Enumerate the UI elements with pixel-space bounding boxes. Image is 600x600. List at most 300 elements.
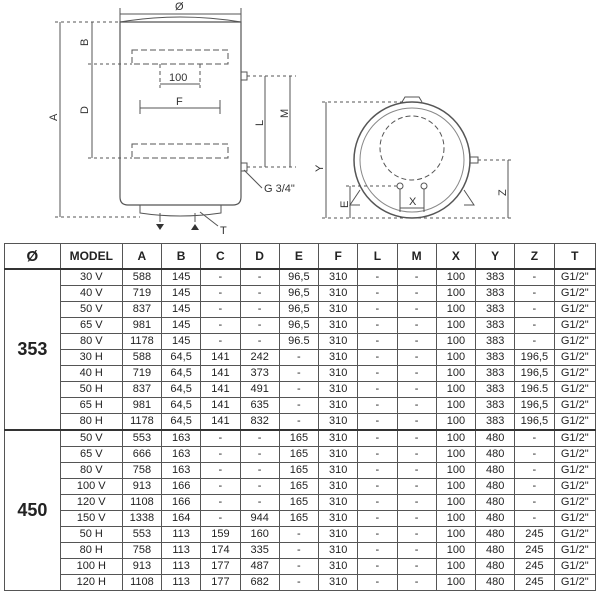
table-row — [5, 318, 596, 334]
table-cell: 480 — [476, 447, 515, 463]
table-cell: - — [515, 447, 554, 463]
table-cell: - — [240, 269, 279, 286]
table-cell: - — [201, 479, 240, 495]
table-cell: G1/2" — [554, 350, 595, 366]
table-cell: - — [279, 575, 318, 591]
table-cell: 480 — [476, 430, 515, 447]
table-row — [5, 302, 596, 318]
table-cell: 588 — [122, 350, 161, 366]
side-view — [322, 97, 512, 218]
column-header-a: A — [122, 244, 161, 270]
table-cell: - — [515, 302, 554, 318]
table-cell: 160 — [240, 527, 279, 543]
table-cell: 588 — [122, 269, 161, 286]
table-cell: 1178 — [122, 334, 161, 350]
table-cell: - — [240, 302, 279, 318]
pipe-right — [421, 183, 427, 189]
table-cell: 100 — [436, 543, 475, 559]
column-header-f: F — [319, 244, 358, 270]
table-cell: 100 — [436, 398, 475, 414]
table-cell: 159 — [201, 527, 240, 543]
table-cell: 944 — [240, 511, 279, 527]
table-cell: 100 — [436, 527, 475, 543]
table-cell: 163 — [162, 447, 201, 463]
upper-element-dashed — [132, 50, 228, 64]
table-cell: G1/2" — [554, 318, 595, 334]
side-view-labels — [314, 164, 509, 208]
model-cell: 100 V — [60, 479, 122, 495]
table-cell: - — [240, 286, 279, 302]
technical-drawing — [0, 0, 600, 243]
table-cell: 141 — [201, 366, 240, 382]
table-cell: 141 — [201, 382, 240, 398]
table-row — [5, 479, 596, 495]
table-cell: 480 — [476, 559, 515, 575]
model-cell: 40 H — [60, 366, 122, 382]
table-cell: 553 — [122, 430, 161, 447]
table-row — [5, 463, 596, 479]
column-header-e: E — [279, 244, 318, 270]
table-cell: - — [240, 447, 279, 463]
table-cell: - — [240, 463, 279, 479]
table-cell: 310 — [319, 511, 358, 527]
model-cell: 65 H — [60, 398, 122, 414]
label-t: T — [220, 225, 227, 237]
label-x: X — [409, 196, 417, 208]
table-cell: 837 — [122, 382, 161, 398]
table-cell: 335 — [240, 543, 279, 559]
table-cell: - — [240, 318, 279, 334]
table-cell: 100 — [436, 302, 475, 318]
table-cell: - — [397, 559, 436, 575]
table-cell: 145 — [162, 286, 201, 302]
table-cell: 310 — [319, 479, 358, 495]
table-row — [5, 366, 596, 382]
table-cell: - — [358, 350, 397, 366]
table-cell: 96,5 — [279, 286, 318, 302]
table-cell: 480 — [476, 463, 515, 479]
table-cell: 174 — [201, 543, 240, 559]
table-cell: - — [279, 559, 318, 575]
table-cell: 553 — [122, 527, 161, 543]
table-cell: 141 — [201, 414, 240, 431]
table-cell: 196,5 — [515, 398, 554, 414]
table-cell: 196.5 — [515, 382, 554, 398]
label-d: D — [79, 106, 91, 114]
table-cell: - — [358, 463, 397, 479]
table-cell: G1/2" — [554, 398, 595, 414]
tank-top-cap — [120, 17, 241, 22]
table-cell: 177 — [201, 575, 240, 591]
table-cell: - — [397, 511, 436, 527]
table-cell: 165 — [279, 430, 318, 447]
table-cell: G1/2" — [554, 495, 595, 511]
table-cell: - — [397, 269, 436, 286]
table-cell: 145 — [162, 318, 201, 334]
table-cell: - — [358, 511, 397, 527]
table-cell: - — [515, 463, 554, 479]
table-cell: 113 — [162, 527, 201, 543]
table-cell: G1/2" — [554, 559, 595, 575]
column-header-z: Z — [515, 244, 554, 270]
table-cell: 480 — [476, 495, 515, 511]
table-cell: - — [201, 302, 240, 318]
table-cell: 141 — [201, 350, 240, 366]
table-cell: G1/2" — [554, 334, 595, 350]
table-row — [5, 350, 596, 366]
pipe-left — [397, 183, 403, 189]
table-cell: 310 — [319, 463, 358, 479]
label-y: Y — [314, 164, 326, 172]
table-cell: 383 — [476, 334, 515, 350]
table-cell: 100 — [436, 559, 475, 575]
table-cell: - — [279, 366, 318, 382]
table-cell: G1/2" — [554, 511, 595, 527]
table-cell: 310 — [319, 575, 358, 591]
table-cell: 145 — [162, 302, 201, 318]
table-cell: 480 — [476, 511, 515, 527]
table-cell: - — [397, 366, 436, 382]
table-row — [5, 382, 596, 398]
table-cell: 100 — [436, 495, 475, 511]
table-cell: 196,5 — [515, 350, 554, 366]
table-cell: 1108 — [122, 495, 161, 511]
table-row — [5, 511, 596, 527]
table-cell: 145 — [162, 269, 201, 286]
front-view — [55, 8, 296, 230]
table-cell: - — [515, 495, 554, 511]
table-cell: 113 — [162, 559, 201, 575]
table-cell: 1108 — [122, 575, 161, 591]
table-cell: 383 — [476, 398, 515, 414]
table-cell: 383 — [476, 286, 515, 302]
table-cell: 383 — [476, 366, 515, 382]
table-cell: - — [240, 495, 279, 511]
table-cell: 719 — [122, 286, 161, 302]
diameter-group-cell: 450 — [5, 430, 61, 591]
table-cell: - — [279, 414, 318, 431]
table-cell: 1178 — [122, 414, 161, 431]
table-cell: 245 — [515, 527, 554, 543]
table-cell: - — [201, 334, 240, 350]
table-cell: - — [201, 430, 240, 447]
table-cell: - — [240, 334, 279, 350]
table-cell: G1/2" — [554, 447, 595, 463]
table-cell: 666 — [122, 447, 161, 463]
table-cell: 100 — [436, 575, 475, 591]
table-cell: - — [201, 495, 240, 511]
table-cell: 164 — [162, 511, 201, 527]
table-cell: - — [358, 334, 397, 350]
table-cell: G1/2" — [554, 286, 595, 302]
table-cell: G1/2" — [554, 527, 595, 543]
table-row — [5, 447, 596, 463]
column-header-d: D — [240, 244, 279, 270]
table-row — [5, 269, 596, 286]
table-cell: 165 — [279, 447, 318, 463]
model-cell: 120 V — [60, 495, 122, 511]
table-cell: 166 — [162, 495, 201, 511]
table-cell: 100 — [436, 382, 475, 398]
column-header-diameter: Ø — [5, 244, 61, 270]
table-cell: 96.5 — [279, 334, 318, 350]
table-cell: - — [279, 543, 318, 559]
table-cell: 100 — [436, 430, 475, 447]
table-cell: 245 — [515, 543, 554, 559]
table-cell: 310 — [319, 527, 358, 543]
label-b: B — [79, 38, 91, 46]
table-cell: - — [279, 382, 318, 398]
table-cell: 145 — [162, 334, 201, 350]
table-cell: - — [358, 269, 397, 286]
table-row — [5, 559, 596, 575]
label-a: A — [48, 113, 60, 121]
table-cell: 383 — [476, 269, 515, 286]
model-cell: 40 V — [60, 286, 122, 302]
table-cell: 100 — [436, 447, 475, 463]
table-cell: 758 — [122, 543, 161, 559]
table-cell: - — [279, 398, 318, 414]
table-cell: 64,5 — [162, 414, 201, 431]
leader-g — [244, 170, 262, 188]
table-cell: - — [397, 479, 436, 495]
table-cell: 96,5 — [279, 269, 318, 286]
table-cell: - — [201, 318, 240, 334]
table-cell: 100 — [436, 269, 475, 286]
table-cell: 635 — [240, 398, 279, 414]
label-m: M — [279, 108, 291, 118]
table-cell: 383 — [476, 414, 515, 431]
model-cell: 50 V — [60, 430, 122, 447]
table-cell: - — [397, 575, 436, 591]
table-cell: 165 — [279, 511, 318, 527]
table-cell: - — [397, 398, 436, 414]
table-cell: 310 — [319, 543, 358, 559]
label-100: 100 — [169, 72, 188, 84]
table-cell: 310 — [319, 302, 358, 318]
model-cell: 80 H — [60, 543, 122, 559]
table-cell: 165 — [279, 479, 318, 495]
label-e: E — [339, 200, 351, 208]
table-cell: 113 — [162, 543, 201, 559]
table-cell: - — [515, 430, 554, 447]
table-cell: 196,5 — [515, 414, 554, 431]
table-row — [5, 543, 596, 559]
front-view-labels — [48, 1, 295, 237]
table-cell: - — [515, 286, 554, 302]
table-cell: - — [358, 543, 397, 559]
table-cell: - — [515, 511, 554, 527]
table-cell: - — [279, 350, 318, 366]
table-row — [5, 575, 596, 591]
table-cell: 96,5 — [279, 318, 318, 334]
table-cell: 166 — [162, 479, 201, 495]
table-cell: - — [358, 495, 397, 511]
table-cell: 310 — [319, 334, 358, 350]
table-cell: 310 — [319, 382, 358, 398]
model-cell: 50 H — [60, 382, 122, 398]
table-cell: 981 — [122, 398, 161, 414]
table-cell: 310 — [319, 414, 358, 431]
table-cell: G1/2" — [554, 479, 595, 495]
upper-fitting — [241, 72, 247, 80]
table-row — [5, 414, 596, 431]
table-cell: - — [397, 430, 436, 447]
table-cell: - — [358, 366, 397, 382]
table-cell: - — [515, 318, 554, 334]
table-cell: G1/2" — [554, 382, 595, 398]
label-f: F — [176, 96, 183, 108]
table-cell: - — [358, 398, 397, 414]
model-cell: 100 H — [60, 559, 122, 575]
table-cell: G1/2" — [554, 430, 595, 447]
table-cell: - — [358, 414, 397, 431]
model-cell: 150 V — [60, 511, 122, 527]
table-cell: 491 — [240, 382, 279, 398]
table-row — [5, 398, 596, 414]
table-cell: - — [397, 543, 436, 559]
table-cell: 310 — [319, 366, 358, 382]
table-cell: G1/2" — [554, 269, 595, 286]
table-cell: 163 — [162, 463, 201, 479]
bottom-flange — [140, 205, 221, 216]
model-cell: 50 V — [60, 302, 122, 318]
table-cell: 310 — [319, 559, 358, 575]
table-cell: 96,5 — [279, 302, 318, 318]
table-cell: - — [397, 382, 436, 398]
diameter-group-cell: 353 — [5, 269, 61, 430]
table-header-row — [5, 244, 596, 270]
column-header-y: Y — [476, 244, 515, 270]
table-cell: 64,5 — [162, 382, 201, 398]
lower-fitting — [241, 163, 247, 171]
table-cell: 310 — [319, 398, 358, 414]
table-cell: - — [279, 527, 318, 543]
label-l: L — [254, 119, 266, 126]
table-cell: 177 — [201, 559, 240, 575]
column-header-m: M — [397, 244, 436, 270]
model-cell: 80 V — [60, 334, 122, 350]
table-cell: 913 — [122, 559, 161, 575]
table-cell: - — [358, 286, 397, 302]
table-cell: - — [240, 430, 279, 447]
model-cell: 80 H — [60, 414, 122, 431]
table-cell: 837 — [122, 302, 161, 318]
table-cell: 100 — [436, 334, 475, 350]
table-cell: 310 — [319, 447, 358, 463]
model-cell: 65 V — [60, 318, 122, 334]
model-cell: 30 H — [60, 350, 122, 366]
table-cell: 64,5 — [162, 350, 201, 366]
table-cell: 981 — [122, 318, 161, 334]
table-cell: - — [397, 447, 436, 463]
table-cell: 100 — [436, 318, 475, 334]
table-cell: 100 — [436, 366, 475, 382]
table-cell: - — [358, 447, 397, 463]
table-cell: - — [201, 269, 240, 286]
table-row — [5, 430, 596, 447]
table-cell: 165 — [279, 495, 318, 511]
table-cell: 487 — [240, 559, 279, 575]
table-row — [5, 286, 596, 302]
table-cell: 242 — [240, 350, 279, 366]
tank-body-outline — [120, 22, 241, 205]
table-cell: - — [397, 495, 436, 511]
model-cell: 120 H — [60, 575, 122, 591]
table-cell: - — [397, 318, 436, 334]
table-cell: - — [515, 269, 554, 286]
table-cell: 480 — [476, 575, 515, 591]
table-cell: - — [358, 430, 397, 447]
table-cell: 480 — [476, 543, 515, 559]
table-cell: - — [201, 463, 240, 479]
table-cell: 719 — [122, 366, 161, 382]
table-cell: 832 — [240, 414, 279, 431]
table-cell: G1/2" — [554, 302, 595, 318]
table-cell: 100 — [436, 414, 475, 431]
table-cell: - — [201, 447, 240, 463]
table-cell: 64,5 — [162, 398, 201, 414]
table-cell: 383 — [476, 350, 515, 366]
table-cell: - — [358, 318, 397, 334]
table-cell: 245 — [515, 575, 554, 591]
table-cell: 310 — [319, 495, 358, 511]
table-cell: - — [397, 463, 436, 479]
table-row — [5, 495, 596, 511]
table-cell: - — [201, 511, 240, 527]
table-cell: 480 — [476, 479, 515, 495]
table-cell: - — [358, 559, 397, 575]
table-cell: - — [201, 286, 240, 302]
element-dashed-circle — [380, 116, 444, 180]
label-diameter: Ø — [175, 1, 184, 13]
table-cell: 383 — [476, 318, 515, 334]
table-cell: 310 — [319, 430, 358, 447]
table-cell: - — [397, 302, 436, 318]
table-cell: 383 — [476, 302, 515, 318]
label-g: G 3/4" — [264, 183, 295, 195]
table-cell: 196,5 — [515, 366, 554, 382]
table-cell: 1338 — [122, 511, 161, 527]
table-cell: G1/2" — [554, 414, 595, 431]
lower-element-dashed — [132, 144, 228, 158]
column-header-x: X — [436, 244, 475, 270]
table-cell: - — [358, 575, 397, 591]
table-cell: - — [397, 350, 436, 366]
table-cell: 383 — [476, 382, 515, 398]
table-cell: 913 — [122, 479, 161, 495]
table-cell: 100 — [436, 511, 475, 527]
table-cell: 758 — [122, 463, 161, 479]
column-header-c: C — [201, 244, 240, 270]
table-cell: G1/2" — [554, 366, 595, 382]
label-z: Z — [497, 189, 509, 196]
table-cell: 310 — [319, 350, 358, 366]
model-cell: 80 V — [60, 463, 122, 479]
table-cell: - — [397, 286, 436, 302]
table-cell: - — [358, 382, 397, 398]
table-cell: 310 — [319, 286, 358, 302]
table-cell: - — [240, 479, 279, 495]
column-header-t: T — [554, 244, 595, 270]
table-cell: 100 — [436, 350, 475, 366]
table-cell: 141 — [201, 398, 240, 414]
table-row — [5, 527, 596, 543]
table-cell: G1/2" — [554, 575, 595, 591]
table-cell: - — [397, 414, 436, 431]
column-header-l: L — [358, 244, 397, 270]
table-cell: 373 — [240, 366, 279, 382]
